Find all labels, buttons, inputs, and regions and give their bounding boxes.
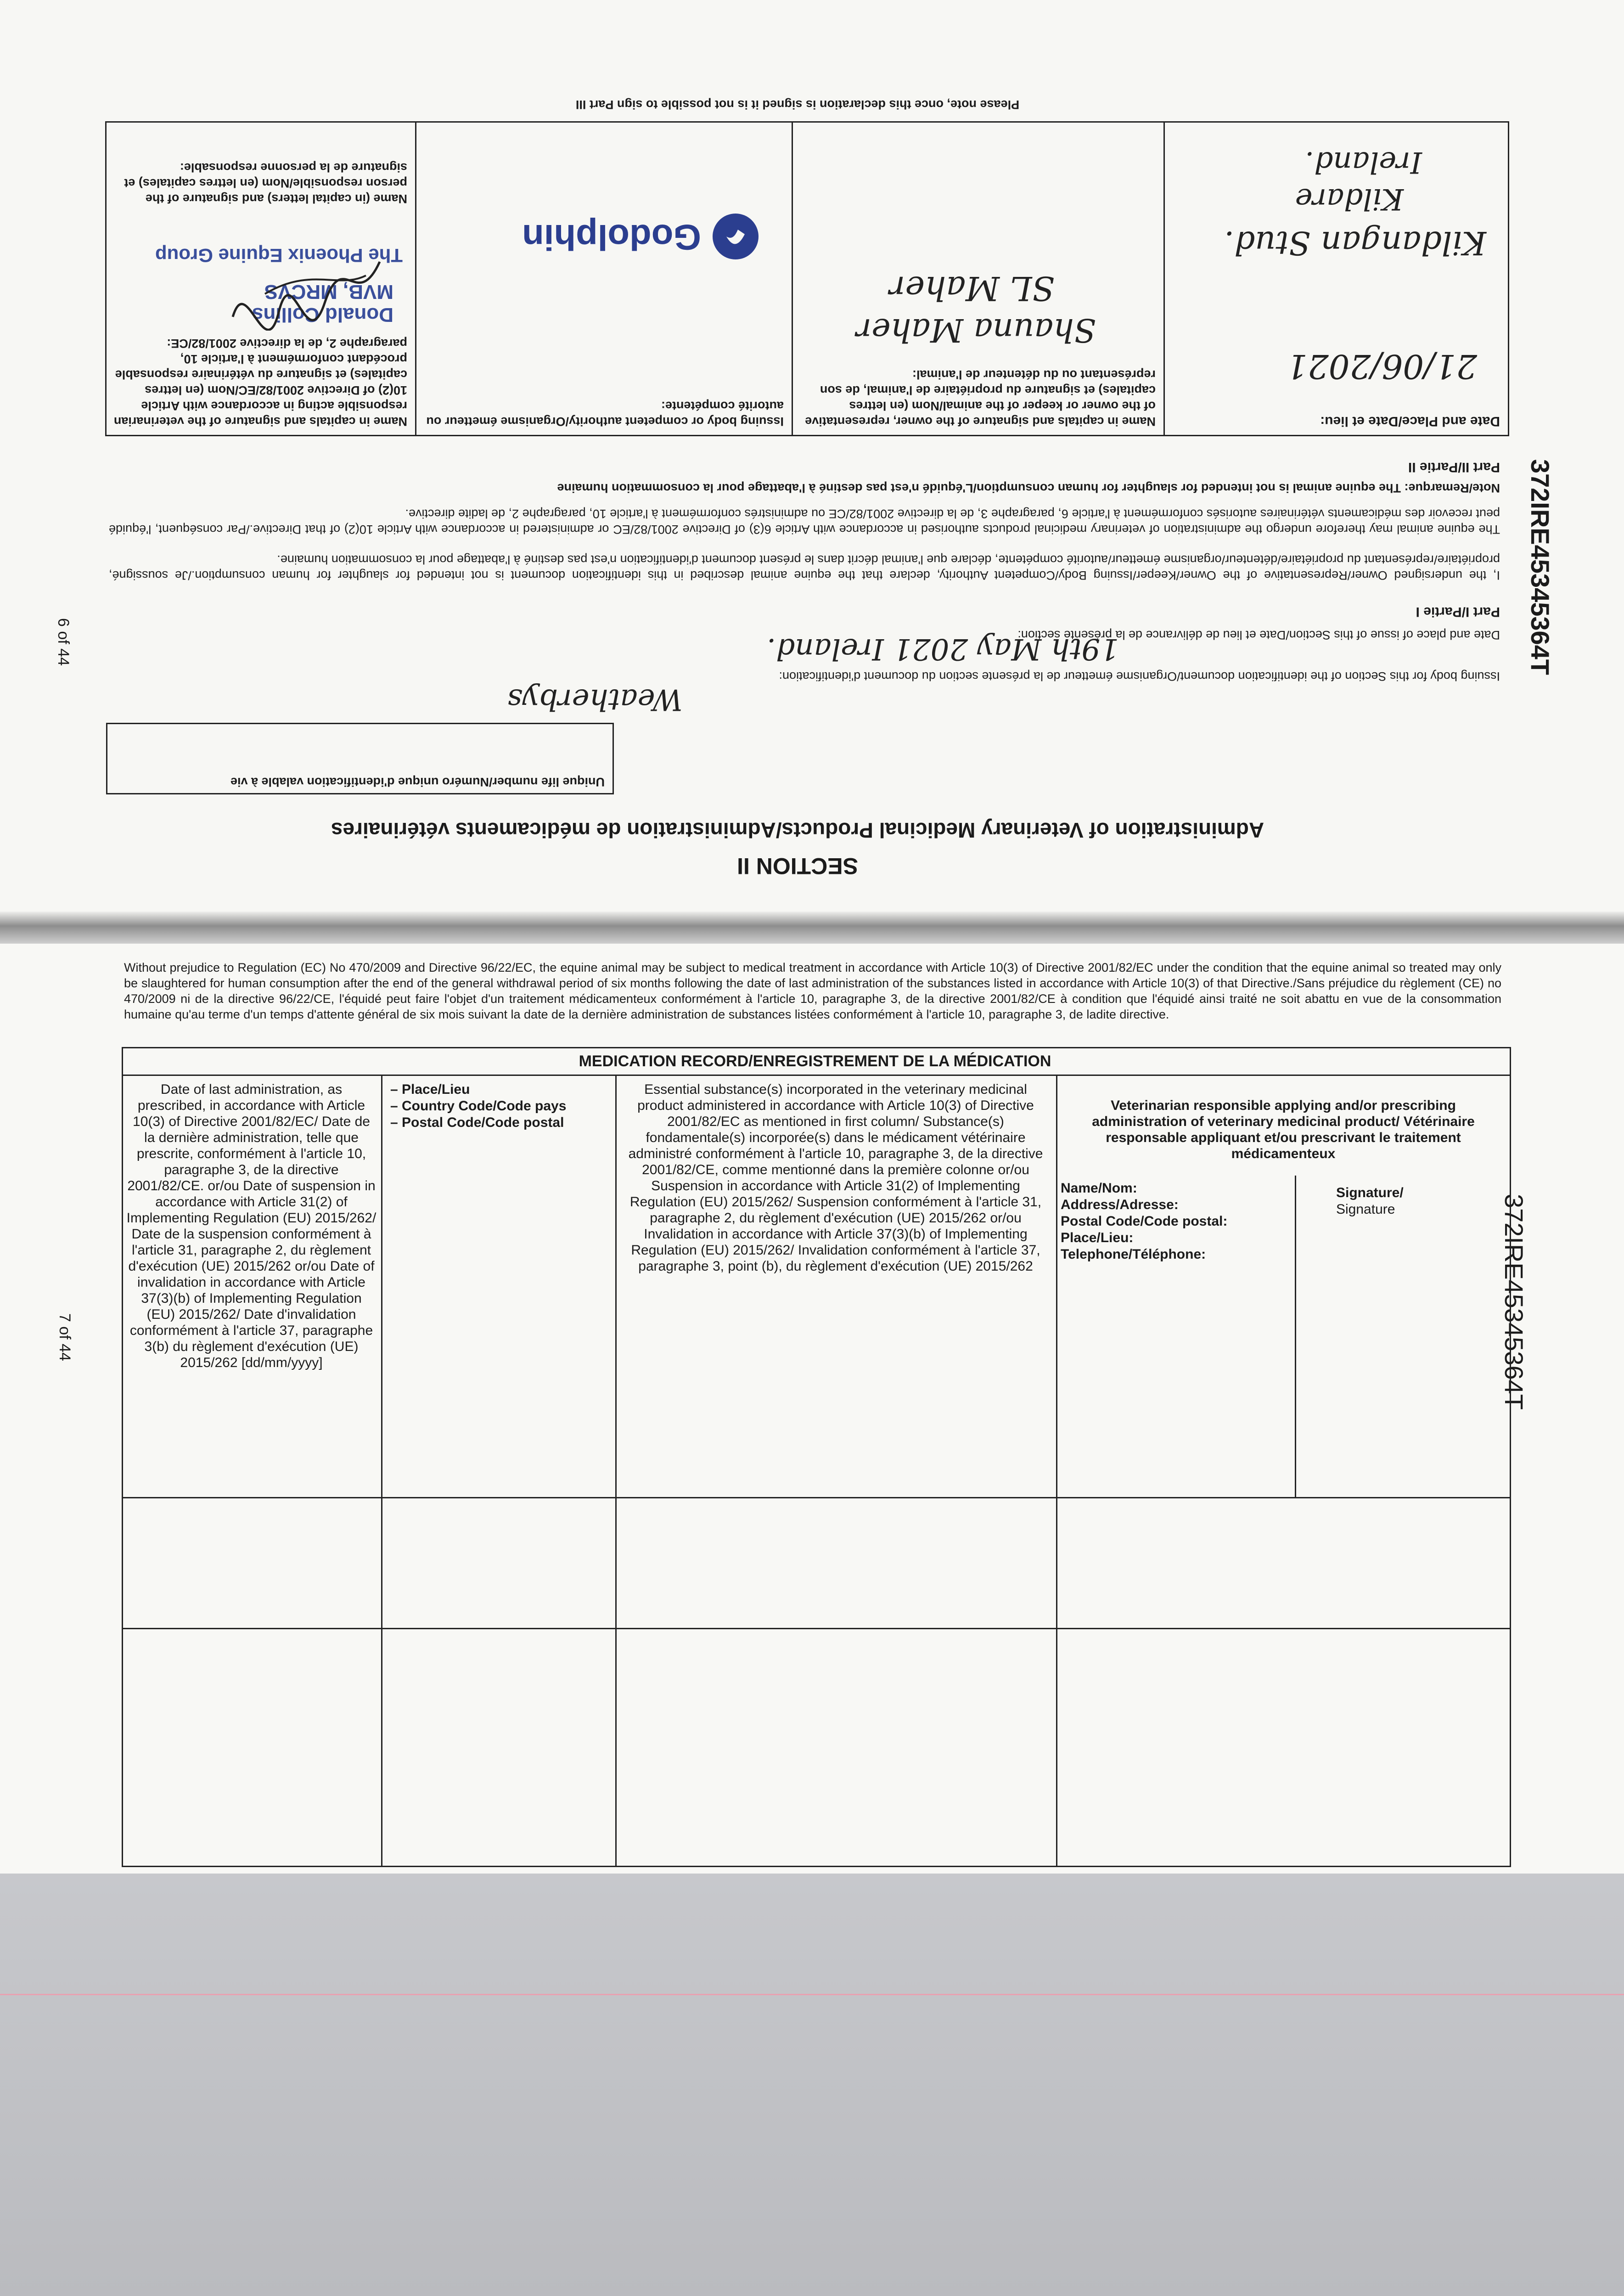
lower-page-number: 7 of 44 xyxy=(56,1313,73,1361)
medication-table-title-rule xyxy=(122,1075,1511,1076)
part2-note: Note/Remarque: The equine animal is not intended for slaughter for human consumption/L'équidé n'est pas destiné à l'abattage pour la consommation humaine xyxy=(557,481,1500,495)
section2-intro-text: Without prejudice to Regulation (EC) No 470/2009 and Directive 96/22/EC, the equine animal may be subject to medical treatment in accordance with Article 10(3) of Directive 2001/82/EC under the condition that the equine animal so treated may only be slaughtered for human consumption after the end of the general withdrawal period of six months following the date of last administration of the substances listed in accordance with Article 10(3) of that Directive./Sans préjudice du règlement (CE) no 470/2009 ni de la directive 96/22/CE, l'équidé peut faire l'objet d'un traitement médicamenteux conformément à l'article 10, paragraphe 3, de la directive 2001/82/CE à condition que l'équidé ainsi traité ne soit abattu en vue de la consommation humaine qu'au terme d'un temps d'attente général de six mois suivant la date de la dernière administration de substances listées conformément à l'article 10, paragraphe 3, de ladite directive. xyxy=(124,961,1501,1021)
part1-date-place-value: 19th May 2021 Ireland. xyxy=(766,632,1119,666)
vertical-passport-id: 372IRE45345364T xyxy=(1526,459,1555,675)
part1-issuing-body-label: Issuing body for this Section of the identification document/Organisme émetteur de la présente section du document d'identification: xyxy=(779,670,1500,683)
col-header-place xyxy=(390,1081,611,1131)
col-header-postal-line: – Postal Code/Code postal xyxy=(390,1115,564,1130)
vet-place-field: Place/Lieu: xyxy=(1061,1230,1134,1245)
signature-table-divider-1 xyxy=(1163,121,1165,436)
godolphin-emblem-icon xyxy=(710,211,761,262)
signature-table-divider-3 xyxy=(415,121,416,436)
col-header-substances: Essential substance(s) incorporated in the veterinary medicinal product administered in accordance with Article 10(3) of Directive 2001/82/EC as mentioned in first column/ Substance(s) fondamentale(s) incorporée(s) dans le médicament vétérinaire administré conformément à l'article 10, paragraphe 3, de la directive 2001/82/CE, comme mentionné dans la première colonne or/ou Suspension in accordance with Article 31(2) of Implementing Regulation (EU) 2015/262/ Suspension conformément à l'article 31, paragraphe 2, du règlement d'exécution (UE) 2015/262 or/ou Invalidation in accordance with Article 37(3)(b) of Implementing Regulation (EU) 2015/262/ Invalidation conformément à l'article 37, paragraphe 3, point (b), du règlement d'exécution (UE) 2015/262 xyxy=(628,1082,1043,1274)
col-header-country-line: – Country Code/Code pays xyxy=(390,1098,567,1114)
signature-date: 21/06/2021 xyxy=(1287,347,1477,386)
vet-stamp-name: Donald Collins xyxy=(252,304,393,326)
signature-place-line1: Kildangan Stud. xyxy=(1224,224,1486,262)
part2-administration-text: The equine animal may therefore undergo the administration of veterinary medicinal products authorised in accordance with Article 6(3) of Directive 2001/82/EC or administered in accordance with Article 10(2) of that Directive./Par conséquent, l'équidé peut recevoir des médicaments vétérinaires autorisés conformément à l'article 6, paragraphe 3, de la directive 2001/82/CE ou administrés conformément à l'article 10, paragraphe 2, de ladite directive. xyxy=(109,507,1500,536)
part1-issuing-body-value: Weatherbys xyxy=(507,682,683,716)
scanner-background-strip xyxy=(0,1874,1624,2296)
vet-name-field: Name/Nom: xyxy=(1061,1181,1137,1196)
section2-subtitle: Administration of Veterinary Medicinal Products/Administration de médicaments vétérinaires xyxy=(331,818,1264,842)
vet-stamp-qualifications: MVB, MRCVS xyxy=(264,281,393,303)
vet-responsible-footer: Name (in capital letters) and signature of the person responsible/Nom (en lettres capitales) et signature de la personne responsable: xyxy=(124,161,407,206)
part2-declaration-text: I, the undersigned Owner/Representative of the Owner/Keeper/Issuing Body/Competent Authority, declare that the equine animal described in this identification document is not intended for slaughter for human consumption./Je soussigné, propriétaire/représentant du propriétaire/détenteur/organisme émetteur/autorité compétente, déclare que l'animal décrit dans le présent document d'identification n'est pas destiné à l'abattage pour la consommation humaine. xyxy=(109,553,1500,582)
godolphin-logo xyxy=(430,211,761,262)
signature-place-line3: Ireland. xyxy=(1305,145,1422,179)
vet-telephone-field: Telephone/Téléphone: xyxy=(1061,1247,1206,1262)
vet-signature-divider xyxy=(1295,1176,1296,1498)
vet-signature-field xyxy=(1336,1185,1501,1218)
medication-row-rule-2 xyxy=(122,1628,1511,1629)
vet-details-fields xyxy=(1061,1180,1290,1263)
vet-signature-label-en: Signature/ xyxy=(1336,1185,1404,1200)
lower-vertical-passport-id: 372IRE45345364T xyxy=(1500,1194,1528,1410)
declaration-footer-note: Please note, once this declaration is signed it is not possible to sign Part III xyxy=(575,98,1020,112)
vet-address-field: Address/Adresse: xyxy=(1061,1197,1179,1212)
owner-name-handwritten: Shauna Maher xyxy=(856,311,1096,349)
ueln-label: Unique life number/Numéro unique d'identification valable à vie xyxy=(230,775,605,789)
owner-signature-label: Name in capitals and signature of the owner, representative of the owner or keeper of the animal/Nom (en lettres capitales) et signature du propriétaire de l'animal, de son représentant ou du détenteur de l'animal: xyxy=(805,368,1156,428)
medication-row-rule-1 xyxy=(122,1497,1511,1498)
date-place-label: Date and Place/Date et lieu: xyxy=(1320,414,1500,429)
part2-heading: Part II/Partie II xyxy=(1408,460,1500,475)
vet-signature-scribble xyxy=(228,239,384,331)
medication-col-divider-2 xyxy=(615,1075,617,1866)
vet-signature-label-fr: Signature xyxy=(1336,1202,1395,1217)
page-number: 6 of 44 xyxy=(55,618,72,666)
owner-signature-handwritten: SL Maher xyxy=(889,269,1055,308)
signature-place-line2: Kildare xyxy=(1295,182,1404,216)
vet-postal-code-field: Postal Code/Code postal: xyxy=(1061,1214,1228,1229)
col-header-place-line: – Place/Lieu xyxy=(390,1082,470,1097)
part1-date-place-label: Date and place of issue of this Section/Date et lieu de délivrance de la présente section: xyxy=(1017,628,1500,642)
medication-col-divider-1 xyxy=(381,1075,382,1866)
medication-col-divider-3 xyxy=(1056,1075,1057,1866)
vet-stamp-practice: The Phoenix Equine Group xyxy=(155,245,403,266)
col-header-veterinarian: Veterinarian responsible applying and/or prescribing administration of veterinary medicinal product/ Vétérinaire responsable appliquant et/ou prescrivant le traitement médicamenteux xyxy=(1092,1098,1475,1161)
col-header-date: Date of last administration, as prescribed, in accordance with Article 10(3) of Directive 2001/82/EC/ Date de la dernière administration, telle que prescrite, conformément à l'article 10, paragraphe 3, de la directive 2001/82/CE. or/ou Date of suspension in accordance with Article 31(2) of Implementing Regulation (EU) 2015/262/ Date de la suspension conformément à l'article 31, paragraphe 2, du règlement d'exécution (UE) 2015/262 or/ou Date of invalidation in accordance with Article 37(3)(b) of Implementing Regulation (EU) 2015/262/ Date d'invalidation conformément à l'article 37, paragraphe 3(b) du règlement d'exécution (UE) 2015/262 [dd/mm/yyyy] xyxy=(126,1082,376,1370)
issuing-body-label: Issuing body or competent authority/Organisme émetteur ou autorité compétente: xyxy=(426,399,784,428)
godolphin-wordmark: Godolphin xyxy=(522,217,701,258)
signature-table-divider-2 xyxy=(792,121,793,436)
part1-heading: Part I/Partie I xyxy=(1416,604,1500,619)
upper-page-rotated xyxy=(0,0,1624,923)
scan-margin-line xyxy=(0,1994,1624,1995)
page-fold-shadow xyxy=(0,912,1624,944)
vet-signature-label: Name in capitals and signature of the veterinarian responsible acting in accordance with Article 10(2) of Directive 2001/82/EC/Nom (en lettres capitales) et signature du vétérinaire responsable procédant conformément à l'article 10, paragraphe 2, de la directive 2001/82/CE: xyxy=(113,337,407,428)
medication-record-title: MEDICATION RECORD/ENREGISTREMENT DE LA MÉDICATION xyxy=(579,1052,1051,1070)
section2-title: SECTION II xyxy=(737,853,858,879)
